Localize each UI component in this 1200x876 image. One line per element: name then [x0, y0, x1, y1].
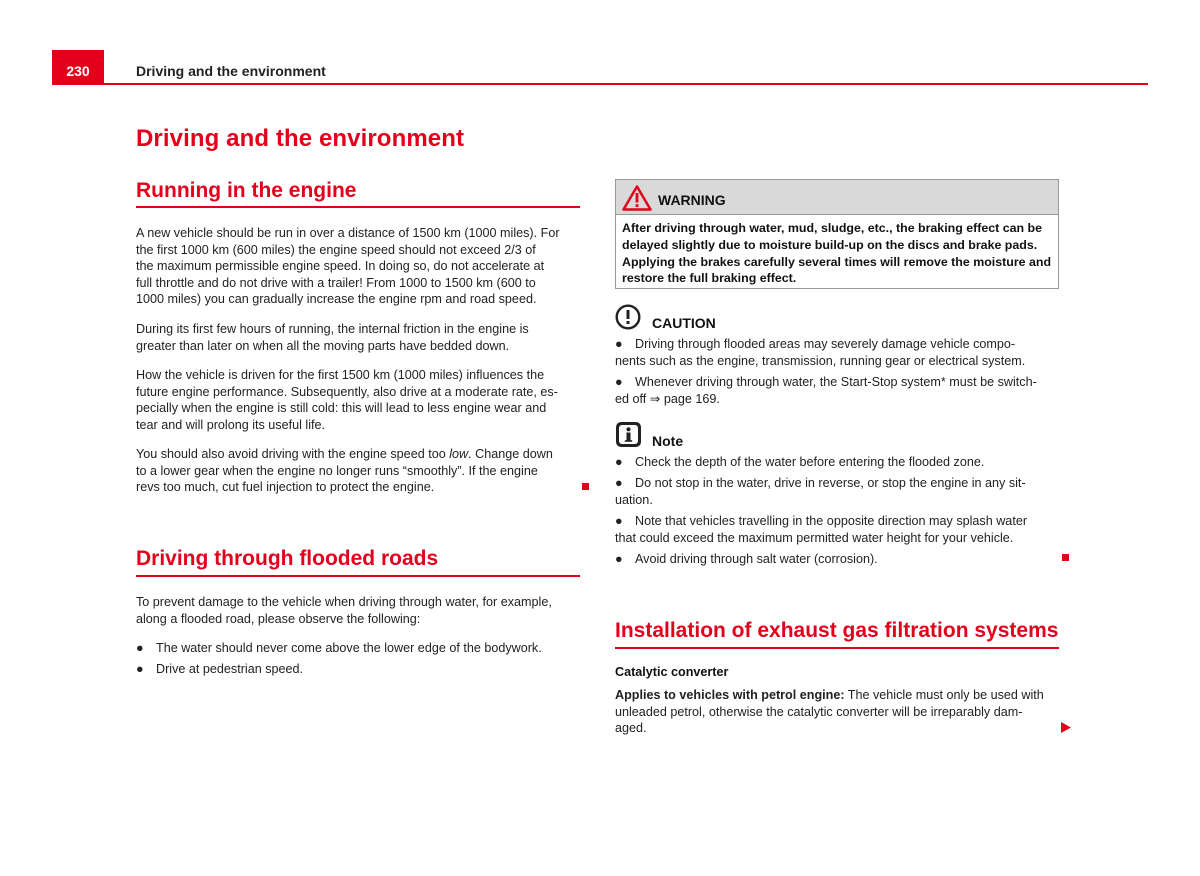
subheading-catalytic-converter: Catalytic converter — [615, 665, 729, 679]
heading-running-in: Running in the engine — [136, 179, 357, 202]
list-item: ● Check the depth of the water before entering the flooded zone. — [615, 455, 985, 469]
list-item: ● Avoid driving through salt water (corrosion). — [615, 552, 878, 566]
running-header-title: Driving and the environment — [136, 63, 326, 79]
warning-triangle-icon — [622, 185, 652, 211]
paragraph-engine-performance: How the vehicle is driven for the first 1500 km (1000 miles) influences the future engine performance. Subsequently, also drive at a moderate rate, es- pecially when the engine is still cold: this will lead to less engine wear and tear and will prolong its useful life. — [136, 368, 558, 432]
section-end-marker — [1062, 554, 1069, 561]
page-number: 230 — [66, 63, 90, 79]
paragraph-flooded-intro: To prevent damage to the vehicle when driving through water, for example, along a flooded road, please observe the following: — [136, 595, 552, 626]
list-item: ● Drive at pedestrian speed. — [136, 662, 304, 676]
info-icon — [615, 421, 642, 448]
paragraph-internal-friction: During its first few hours of running, the internal friction in the engine is greater than later on when all the moving parts have bedded down. — [136, 322, 529, 353]
section-end-marker — [582, 483, 589, 490]
heading-exhaust-filtration: Installation of exhaust gas filtration systems — [615, 619, 1059, 642]
bullet-icon: ● — [136, 662, 144, 676]
caution-exclamation-icon — [615, 304, 641, 330]
warning-box — [615, 179, 1059, 289]
bullet-icon: ● — [615, 337, 623, 351]
paragraph-catalytic-converter: Applies to vehicles with petrol engine: The vehicle must only be used with unleaded petrol, otherwise the catalytic converter will be irreparably dam- aged. — [615, 688, 1044, 736]
page-title: Driving and the environment — [136, 125, 465, 152]
heading-rule-running-in — [136, 206, 580, 208]
list-item: ● Whenever driving through water, the Start-Stop system* must be switch- ed off ⇒ page 169. — [615, 375, 1037, 406]
list-item: ● Driving through flooded areas may severely damage vehicle compo- nents such as the engine, transmission, running gear or electrical system. — [615, 337, 1026, 368]
bullet-icon: ● — [615, 455, 623, 469]
list-item: ● Do not stop in the water, drive in reverse, or stop the engine in any sit- uation. — [615, 476, 1026, 507]
heading-rule-flooded — [136, 575, 580, 577]
paragraph-engine-speed: You should also avoid driving with the engine speed too low. Change down to a lower gear when the engine no longer runs “smoothly”. If the engine revs too much, cut fuel injection to protect the engine. — [136, 447, 553, 495]
warning-title: WARNING — [658, 192, 726, 208]
list-item: ● Note that vehicles travelling in the opposite direction may splash water that could exceed the maximum permitted water height for your vehicle. — [615, 514, 1028, 545]
heading-rule-exhaust — [615, 647, 1059, 649]
bullet-icon: ● — [136, 641, 144, 655]
bullet-icon: ● — [615, 476, 623, 490]
caution-title: CAUTION — [652, 315, 716, 331]
warning-text: After driving through water, mud, sludge, etc., the braking effect can be delayed slightly due to moisture build-up on the discs and brake pads. Applying the brakes carefully several times will remove the moisture and restore the full braking effect. — [622, 221, 1052, 286]
bullet-icon: ● — [615, 375, 623, 389]
bullet-icon: ● — [615, 514, 623, 528]
note-title: Note — [652, 433, 684, 449]
paragraph-run-in-distance: A new vehicle should be run in over a distance of 1500 km (1000 miles). For the first 1000 km (600 miles) the engine speed should not exceed 2/3 of the maximum permissible engine speed. In doing so, do not accelerate at full throttle and do not drive with a trailer! From 1000 to 1500 km (600 to 1000 miles) you can gradually increase the engine rpm and road speed. — [136, 226, 560, 307]
continue-arrow-icon — [1061, 722, 1071, 733]
page-number-box — [52, 50, 104, 83]
heading-flooded-roads: Driving through flooded roads — [136, 547, 439, 570]
list-item: ● The water should never come above the lower edge of the bodywork. — [136, 641, 542, 655]
warning-header — [616, 180, 1058, 215]
header-rule — [52, 83, 1148, 85]
bullet-icon: ● — [615, 552, 623, 566]
